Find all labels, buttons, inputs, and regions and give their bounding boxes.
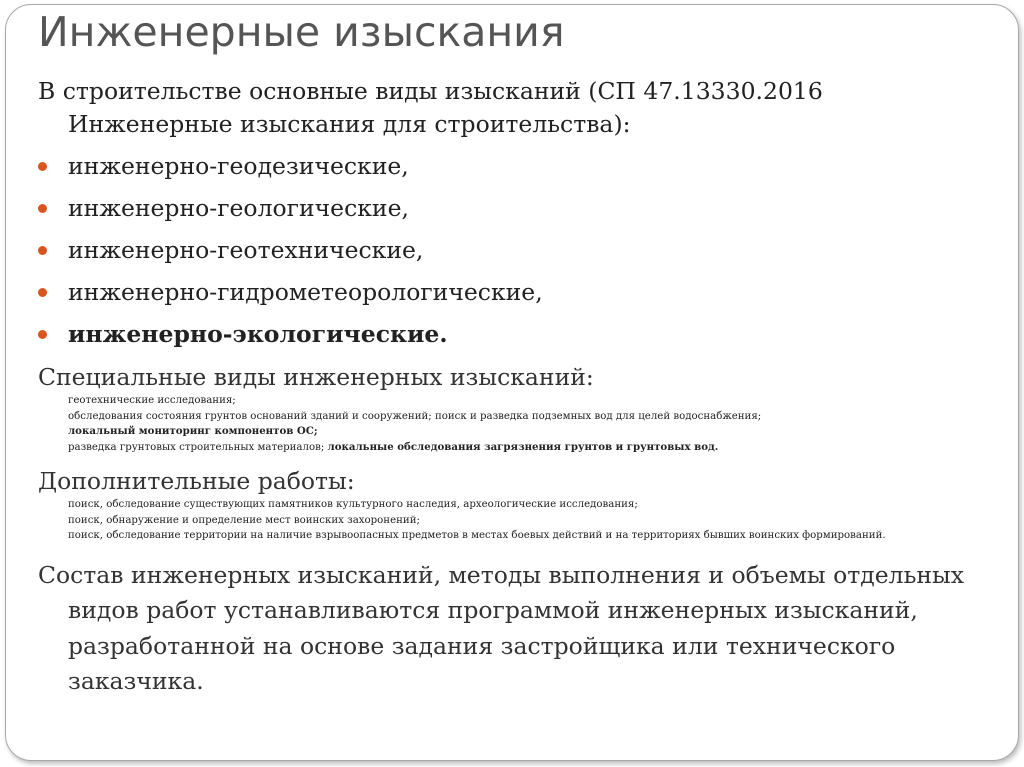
list-item — [38, 229, 988, 271]
special-line-4 — [38, 440, 988, 456]
bullet-dot-icon — [38, 162, 47, 171]
additional-line-3: поиск, обследование территории на наличие взрывоопасных предметов в местах боевых действий и на территориях бывших воинских формирований. — [68, 530, 886, 541]
bullet-dot-icon — [38, 204, 47, 213]
list-item-label: инженерно-геотехнические, — [68, 236, 424, 264]
special-line-3 — [38, 424, 988, 440]
additional-heading: Дополнительные работы: — [38, 467, 355, 495]
bullet-dot-icon — [38, 330, 47, 339]
special-line-2: обследования состояния грунтов оснований зданий и сооружений; поиск и разведка подземных вод для целей водоснабжения; — [68, 410, 762, 422]
special-heading: Специальные виды инженерных изысканий: — [38, 363, 594, 391]
bullet-dot-icon — [38, 288, 47, 297]
list-item-label: инженерно-гидрометеорологические, — [68, 278, 543, 306]
page-title: Инженерные изыскания — [38, 8, 565, 56]
survey-types-list — [38, 145, 988, 355]
list-item — [38, 187, 988, 229]
additional-line-2: поиск, обнаружение и определение мест воинских захоронений; — [68, 514, 420, 526]
list-item — [38, 313, 988, 355]
slide-content — [38, 75, 988, 723]
list-item-label: инженерно-экологические. — [68, 320, 448, 348]
special-line-4-a: разведка грунтовых строительных материалов; — [68, 441, 328, 453]
list-item — [38, 271, 988, 313]
special-line-3-text: локальный мониторинг компонентов ОС; — [68, 425, 318, 437]
bullet-dot-icon — [38, 246, 47, 255]
conclusion-paragraph: Состав инженерных изысканий, методы выполнения и объемы отдельных видов работ устанавливаются программой инженерных изысканий, разработанной на основе задания застройщика или технического заказчика. — [38, 560, 964, 695]
intro-paragraph: В строительстве основные виды изысканий (СП 47.13330.2016 Инженерные изыскания для строительства): — [38, 77, 823, 138]
list-item-label: инженерно-геологические, — [68, 194, 409, 222]
additional-line-1: поиск, обследование существующих памятников культурного наследия, археологические исследования; — [68, 499, 638, 510]
list-item — [38, 145, 988, 187]
special-line-1: геотехнические исследования; — [68, 395, 236, 406]
special-line-4-b: локальные обследования загрязнения грунтов и грунтовых вод. — [327, 440, 719, 453]
list-item-label: инженерно-геодезические, — [68, 152, 409, 180]
